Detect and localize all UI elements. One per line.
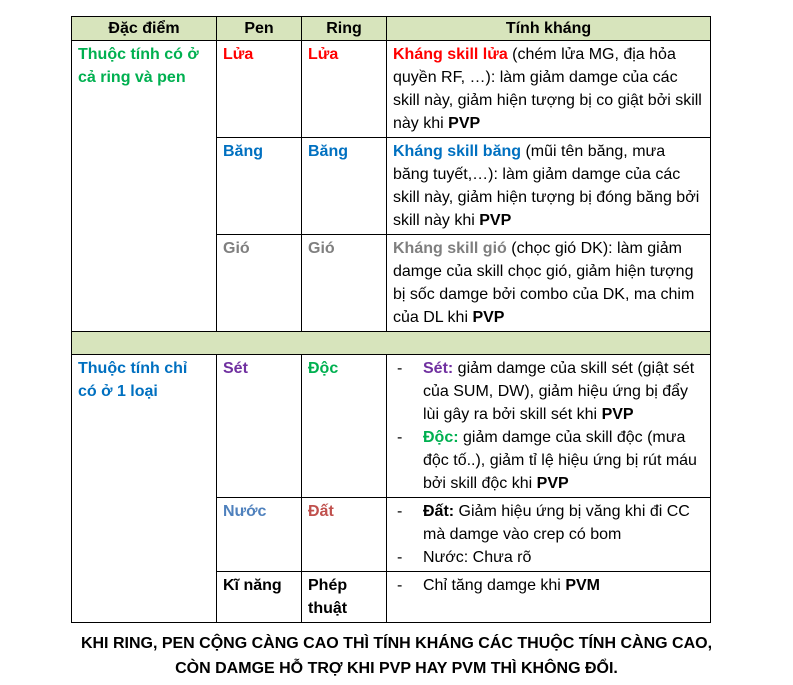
header-pen: Pen: [217, 17, 302, 41]
pen-value: Kĩ năng: [217, 572, 302, 623]
resist-description: [387, 138, 711, 235]
header-tinh-khang: Tính kháng: [387, 17, 711, 41]
bullet-dash: -: [397, 360, 403, 377]
bullet-dash: -: [397, 503, 403, 520]
resist-text: Chỉ tăng damge khi: [423, 577, 566, 594]
mode-label: PVP: [479, 212, 512, 229]
list-item: [393, 426, 704, 495]
resist-text: giảm damge của skill độc (mưa độc tố..), giảm tỉ lệ hiệu ứng bị rút máu bởi skill độc khi: [423, 429, 697, 492]
group-label-single: Thuộc tính chỉ có ở 1 loại: [72, 355, 217, 623]
resist-text: (mũi tên băng, mưa băng tuyết,…): làm giảm damge của các skill này, giảm hiện tượng bị đóng băng bởi skill này khi: [393, 143, 700, 229]
table-row: [72, 41, 711, 138]
pen-value: Băng: [217, 138, 302, 235]
ring-value: Băng: [302, 138, 387, 235]
mode-label: PVP: [448, 115, 481, 132]
resist-description: [387, 498, 711, 572]
mode-label: PVP: [536, 475, 569, 492]
table-header-row: [72, 17, 711, 41]
resist-text: giảm damge của skill sét (giật sét của SUM, DW), giảm hiệu ứng bị đẩy lùi gây ra bởi skill sét khi: [423, 360, 695, 423]
resist-description: [387, 572, 711, 623]
resist-title: Độc:: [423, 429, 459, 446]
list-item: [393, 357, 704, 426]
pen-value: Gió: [217, 235, 302, 332]
ring-value: Độc: [302, 355, 387, 498]
resist-description: [387, 235, 711, 332]
list-item: [393, 500, 704, 546]
resist-text: (chém lửa MG, địa hỏa quyền RF, …): làm giảm damge của các skill này, giảm hiện tượng bị co giật bởi skill này khi: [393, 46, 702, 132]
resist-title: Kháng skill gió: [393, 240, 507, 257]
pen-value: Lửa: [217, 41, 302, 138]
resist-text: Nước: Chưa rõ: [423, 549, 532, 566]
header-ring: Ring: [302, 17, 387, 41]
resist-text: (chọc gió DK): làm giảm damge của skill chọc gió, giảm hiện tượng bị sốc damge bởi combo của DK, ma chim của DL khi: [393, 240, 695, 326]
list-item: [393, 574, 704, 597]
ring-value: Lửa: [302, 41, 387, 138]
list-item: [393, 546, 704, 569]
footer-note-line: KHI RING, PEN CỘNG CÀNG CAO THÌ TÍNH KHÁNG CÁC THUỘC TÍNH CÀNG CAO,: [80, 635, 713, 652]
resist-text: Giảm hiệu ứng bị văng khi đi CC mà damge vào crep có bom: [423, 503, 690, 543]
footer-note: [0, 631, 793, 681]
ring-value: Gió: [302, 235, 387, 332]
bullet-dash: -: [397, 429, 403, 446]
resist-title: Kháng skill lửa: [393, 46, 508, 63]
mode-label: PVP: [601, 406, 634, 423]
group-label-both: Thuộc tính có ở cả ring và pen: [72, 41, 217, 332]
resist-title: Kháng skill băng: [393, 143, 522, 160]
header-dac-diem: Đặc điểm: [72, 17, 217, 41]
resist-title: Sét:: [423, 360, 454, 377]
mode-label: PVM: [565, 577, 600, 594]
resistance-table: [71, 16, 711, 623]
footer-note-line: CÒN DAMGE HỖ TRỢ KHI PVP HAY PVM THÌ KHÔNG ĐỔI.: [175, 660, 618, 677]
separator-row: [72, 332, 711, 355]
ring-value: Đất: [302, 498, 387, 572]
pen-value: Nước: [217, 498, 302, 572]
table-row: [72, 355, 711, 498]
resist-description: [387, 41, 711, 138]
ring-value: Phép thuật: [302, 572, 387, 623]
bullet-dash: -: [397, 549, 403, 566]
resist-description: [387, 355, 711, 498]
mode-label: PVP: [472, 309, 505, 326]
resist-title: Đất:: [423, 503, 455, 520]
bullet-dash: -: [397, 577, 403, 594]
pen-value: Sét: [217, 355, 302, 498]
